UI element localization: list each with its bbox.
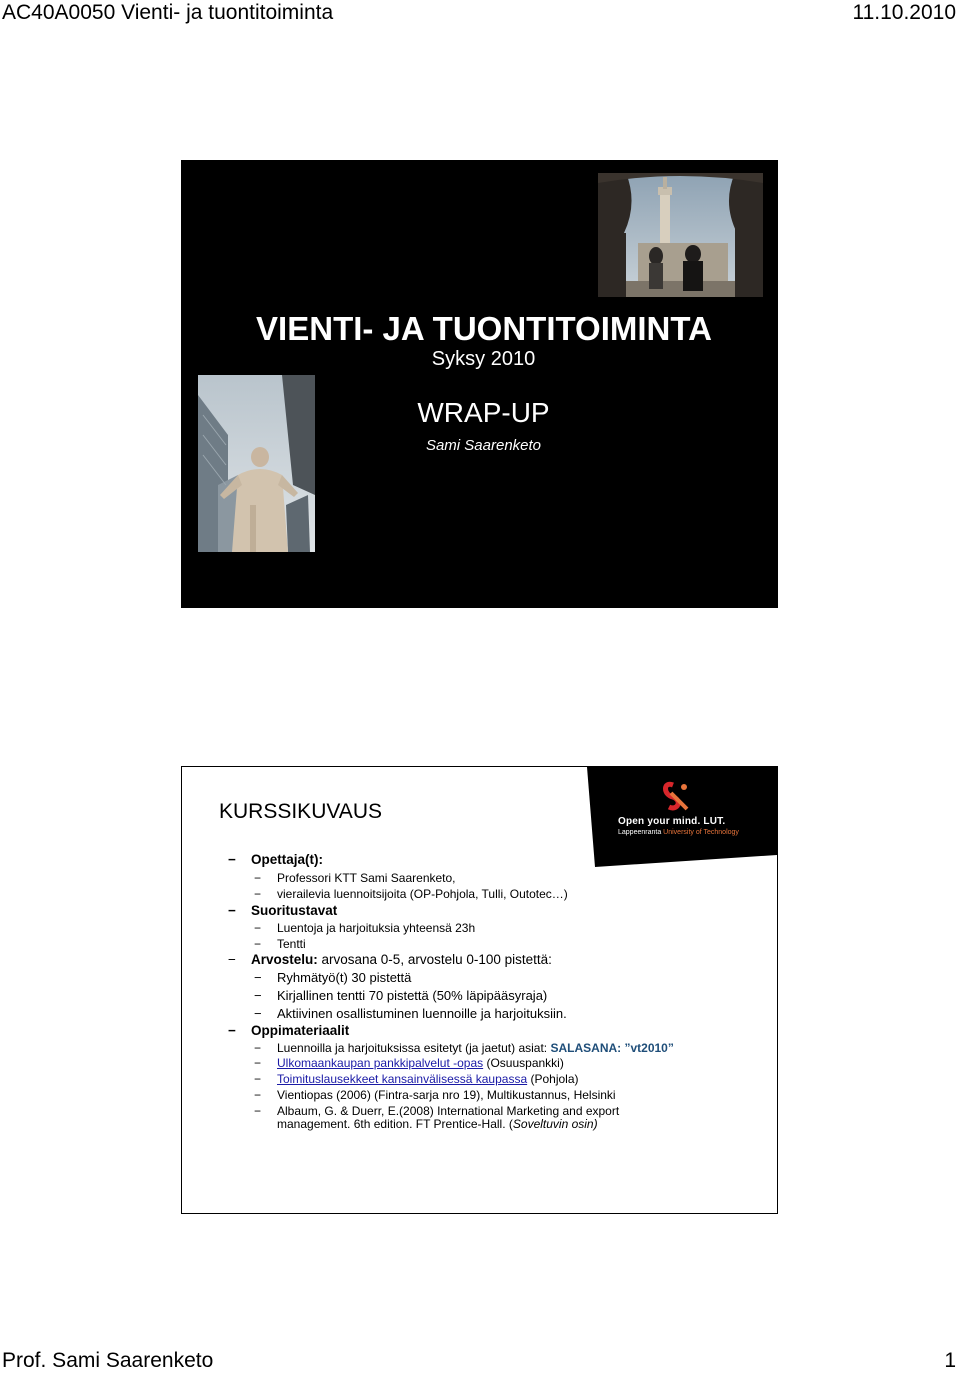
list-item-continuation (277, 1117, 598, 1131)
lut-university-part2: University of Technology (663, 829, 739, 836)
document-header-title: AC40A0050 Vienti- ja tuontitoiminta (2, 1, 334, 24)
ulkomaankaupan-opas-link[interactable]: Ulkomaankaupan pankkipalvelut -opas (277, 1056, 484, 1070)
list-item: − Opettaja(t): (228, 852, 323, 867)
list-item-text: management. 6th edition. FT Prentice-Hall. ( (277, 1117, 513, 1131)
list-item-text: vierailevia luennoitsijoita (OP-Pohjola, Tulli, Outotec…) (277, 887, 568, 901)
password-value: ”vt2010” (621, 1041, 674, 1055)
list-item-text: Professori KTT Sami Saarenketo, (277, 871, 456, 885)
arvostelu-heading: Arvostelu: (251, 952, 318, 967)
slide-2 (181, 766, 778, 1214)
list-item: − vierailevia luennoitsijoita (OP-Pohjola, Tulli, Outotec…) (254, 887, 568, 901)
list-item-text: Vientiopas (2006) (Fintra-sarja nro 19), Multikustannus, Helsinki (277, 1088, 616, 1102)
list-item-text: Ryhmätyö(t) 30 pistettä (277, 970, 412, 985)
toimituslausekkeet-link[interactable]: Toimituslausekkeet kansainvälisessä kaupassa (277, 1072, 528, 1086)
list-item: − Arvostelu: arvosana 0-5, arvostelu 0-100 pistettä: (228, 952, 552, 967)
slide-1-subtitle: Syksy 2010 (431, 348, 536, 370)
list-item: − Professori KTT Sami Saarenketo, (254, 871, 456, 885)
slide-1-author: Sami Saarenketo (425, 437, 542, 454)
list-item: − Ryhmätyö(t) 30 pistettä (254, 970, 412, 985)
list-item-italic-text: Soveltuvin osin) (512, 1117, 598, 1131)
lut-university-name (618, 829, 739, 836)
suoritustavat-heading: Suoritustavat (251, 903, 338, 918)
list-item: − Aktiivinen osallistuminen luennoille ja harjoituksiin. (254, 1006, 567, 1021)
list-item: − Oppimateriaalit (228, 1023, 350, 1038)
document-footer-author: Prof. Sami Saarenketo (2, 1349, 214, 1372)
slide-1-title: VIENTI- JA TUONTITOIMINTA (256, 310, 712, 347)
oppimateriaalit-heading: Oppimateriaalit (251, 1023, 350, 1038)
slide-2-title: KURSSIKUVAUS (219, 800, 382, 823)
opettaja-heading: Opettaja(t): (251, 852, 323, 867)
list-item: − Tentti (254, 937, 306, 951)
slide-1 (181, 160, 778, 608)
slide-1-heading: WRAP-UP (417, 397, 550, 428)
list-item-text: arvosana 0-5, arvostelu 0-100 pistettä: (317, 952, 552, 967)
skyscraper-photo (198, 375, 315, 552)
list-item-text: Luentoja ja harjoituksia yhteensä 23h (277, 921, 476, 935)
document-header-date: 11.10.2010 (852, 1, 956, 24)
list-item-text: Kirjallinen tentti 70 pistettä (50% läpipääsyraja) (277, 988, 548, 1003)
list-item-text: Luennoilla ja harjoituksissa esitetyt (ja jaetut) asiat: (277, 1041, 551, 1055)
list-item-text: Albaum, G. & Duerr, E.(2008) International Marketing and export (277, 1104, 620, 1118)
list-item-text: Aktiivinen osallistuminen luennoille ja harjoituksiin. (277, 1006, 567, 1021)
lut-tagline: Open your mind. LUT. (618, 816, 726, 827)
list-item: − Luentoja ja harjoituksia yhteensä 23h (254, 921, 476, 935)
password-label: SALASANA: (550, 1041, 622, 1055)
list-item-text: (Osuuspankki) (483, 1056, 564, 1070)
list-item: − Albaum, G. & Duerr, E.(2008) International Marketing and export (254, 1104, 620, 1118)
list-item: − Ulkomaankaupan pankkipalvelut -opas (Osuuspankki) (254, 1056, 564, 1070)
list-item: − Toimituslausekkeet kansainvälisessä kaupassa (Pohjola) (254, 1072, 579, 1086)
lut-logo (587, 767, 777, 867)
page-number: 1 (944, 1349, 956, 1372)
lut-university-part1: Lappeenranta (618, 829, 662, 836)
list-item-text: Tentti (277, 937, 306, 951)
list-item: − Kirjallinen tentti 70 pistettä (50% läpipääsyraja) (254, 988, 548, 1003)
list-item-text: (Pohjola) (527, 1072, 579, 1086)
mosque-photo (598, 173, 763, 297)
list-item: − Suoritustavat (228, 903, 338, 918)
list-item: − Luennoilla ja harjoituksissa esitetyt (ja jaetut) asiat: SALASANA: ”vt2010” (254, 1041, 674, 1055)
list-item: − Vientiopas (2006) (Fintra-sarja nro 19), Multikustannus, Helsinki (254, 1088, 616, 1102)
